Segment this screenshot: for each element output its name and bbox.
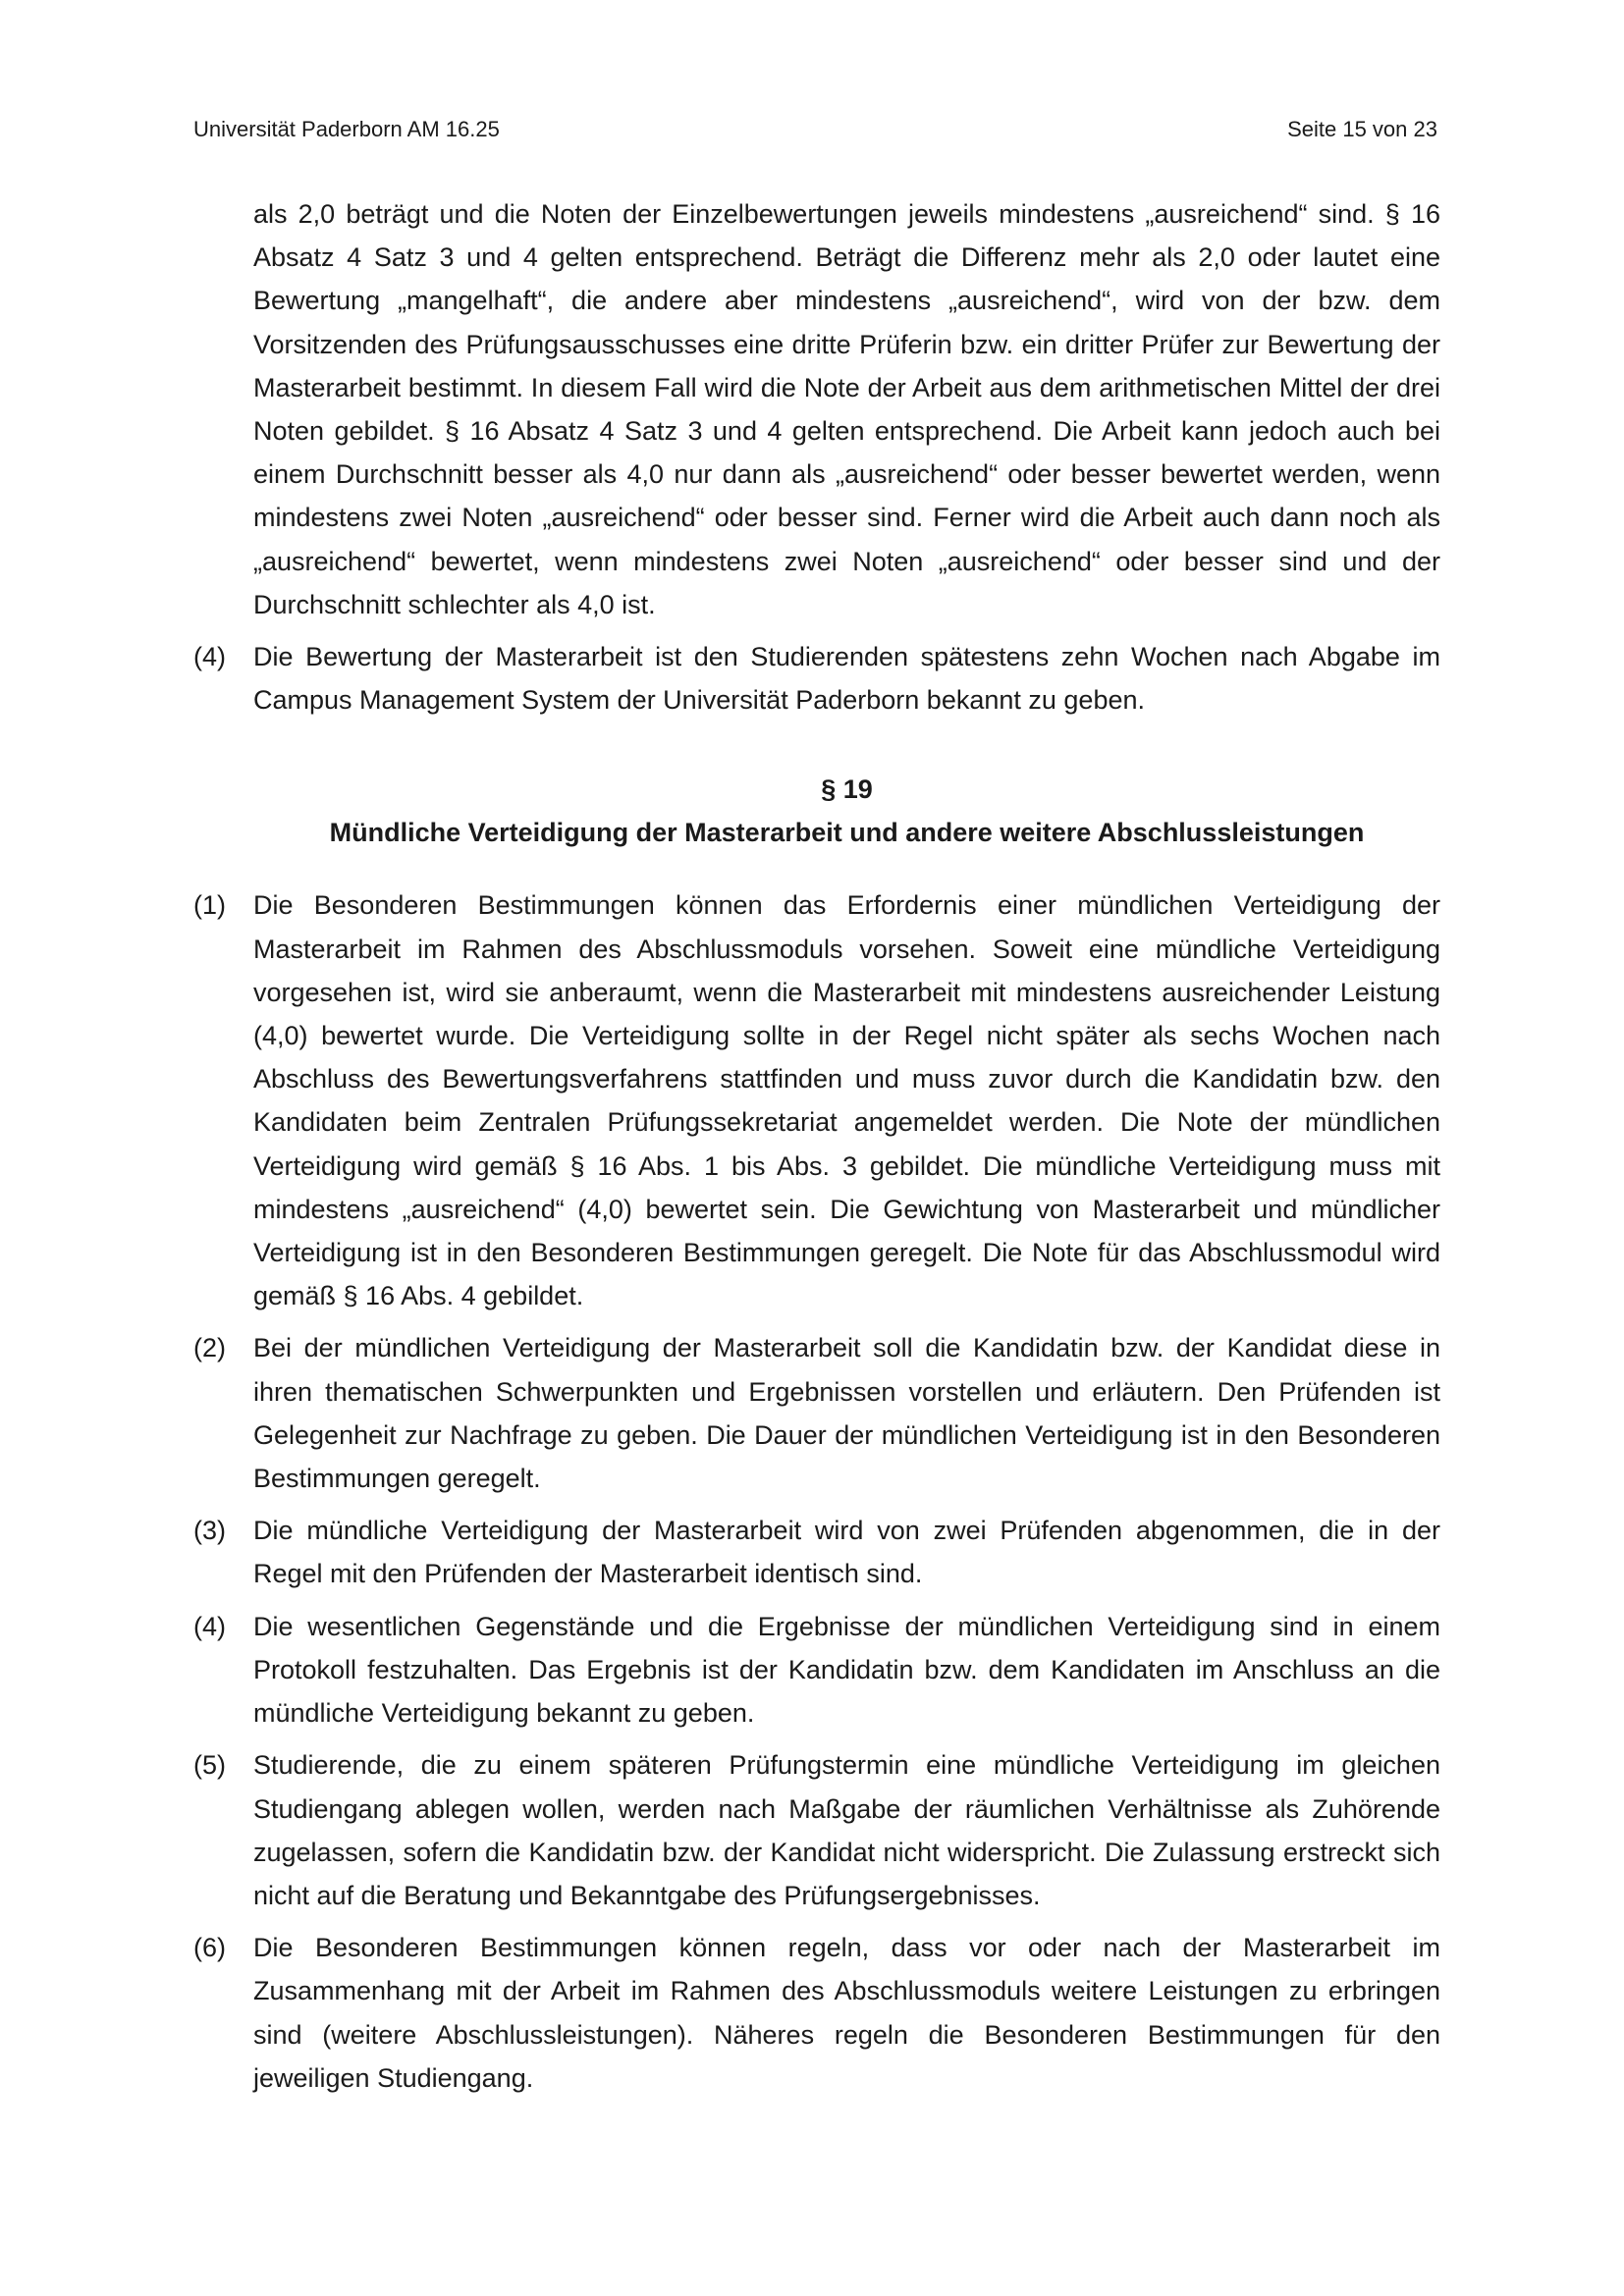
paragraph-text: als 2,0 beträgt und die Noten der Einzelbewertungen jeweils mindestens „ausreichend“ sind. § 16 Absatz 4 Satz 3 und 4 gelten entsprechend. Beträgt die Differenz mehr als 2,0 oder lautet eine Bewertung „mangelhaft“, die andere aber mindestens „ausreichend“, wird von der bzw. dem Vorsitzenden des Prüfungsausschusses eine dritte Prüferin bzw. ein dritter Prüfer zur Bewertung der Masterarbeit bestimmt. In diesem Fall wird die Note der Arbeit aus dem arithmetischen Mittel der drei Noten gebildet. § 16 Absatz 4 Satz 3 und 4 gelten entsprechend. Die Arbeit kann jedoch auch bei einem Durchschnitt besser als 4,0 nur dann als „ausreichend“ oder besser bewertet werden, wenn mindestens zwei Noten „ausreichend“ oder besser sind. Ferner wird die Arbeit auch dann noch als „ausreichend“ bewertet, wenn mindestens zwei Noten „ausreichend“ oder besser sind und der Durchschnitt schlechter als 4,0 ist. — [253, 199, 1440, 619]
paragraph-text: Die Besonderen Bestimmungen können regeln, dass vor oder nach der Masterarbeit im Zusammenhang mit der Arbeit im Rahmen des Abschlussmoduls weitere Leistungen zu erbringen sind (weitere Abschlussleistungen). Näheres regeln die Besonderen Bestimmungen für den jeweiligen Studiengang. — [253, 1933, 1440, 2093]
page-content — [193, 192, 1440, 2100]
section-paragraph-2 — [193, 1326, 1440, 1500]
paragraph-text: Die wesentlichen Gegenstände und die Ergebnisse der mündlichen Verteidigung sind in einem Protokoll festzuhalten. Das Ergebnis ist der Kandidatin bzw. dem Kandidaten im Anschluss an die mündliche Verteidigung bekannt zu geben. — [253, 1611, 1440, 1729]
section-paragraph-3 — [193, 1509, 1440, 1595]
paragraph-number: (6) — [193, 1933, 226, 1963]
header-institution: Universität Paderborn AM 16.25 — [193, 117, 500, 141]
paragraph-text: Die mündliche Verteidigung der Masterarbeit wird von zwei Prüfenden abgenommen, die in der Regel mit den Prüfenden der Masterarbeit identisch sind. — [253, 1516, 1440, 1589]
section-heading — [253, 768, 1440, 854]
paragraph-number: (4) — [193, 642, 226, 672]
paragraph-text: Die Besonderen Bestimmungen können das Erfordernis einer mündlichen Verteidigung der Masterarbeit im Rahmen des Abschlussmoduls vorsehen. Soweit eine mündliche Verteidigung vorgesehen ist, wird sie anberaumt, wenn die Masterarbeit mit mindestens ausreichender Leistung (4,0) bewertet wurde. Die Verteidigung sollte in der Regel nicht später als sechs Wochen nach Abschluss des Bewertungsverfahrens stattfinden und muss zuvor durch die Kandidatin bzw. den Kandidaten beim Zentralen Prüfungssekretariat angemeldet werden. Die Note der mündlichen Verteidigung wird gemäß § 16 Abs. 1 bis Abs. 3 gebildet. Die mündliche Verteidigung muss mit mindestens „ausreichend“ (4,0) bewertet sein. Die Gewichtung von Masterarbeit und mündlicher Verteidigung ist in den Besonderen Bestimmungen geregelt. Die Note für das Abschlussmodul wird gemäß § 16 Abs. 4 gebildet. — [253, 890, 1440, 1311]
page-header — [193, 115, 1437, 144]
paragraph-number: (5) — [193, 1750, 226, 1781]
paragraph-number: (2) — [193, 1333, 226, 1363]
paragraph-number: (4) — [193, 1611, 226, 1641]
paragraph-4 — [193, 635, 1440, 721]
section-title: Mündliche Verteidigung der Masterarbeit und andere weitere Abschlussleistungen — [329, 818, 1365, 848]
section-paragraph-5 — [193, 1743, 1440, 1917]
section-paragraph-1 — [193, 883, 1440, 1317]
paragraph-text: Studierende, die zu einem späteren Prüfungstermin eine mündliche Verteidigung im gleichen Studiengang ablegen wollen, werden nach Maßgabe der räumlichen Verhältnisse als Zuhörende zugelassen, sofern die Kandidatin bzw. der Kandidat nicht widerspricht. Die Zulassung erstreckt sich nicht auf die Beratung und Bekanntgabe des Prüfungsergebnisses. — [253, 1750, 1440, 1910]
paragraph-text: Die Bewertung der Masterarbeit ist den Studierenden spätestens zehn Wochen nach Abgabe im Campus Management System der Universität Paderborn bekannt zu geben. — [253, 642, 1440, 716]
paragraph-number: (3) — [193, 1516, 226, 1546]
continuation-paragraph — [193, 192, 1440, 626]
paragraph-text: Bei der mündlichen Verteidigung der Masterarbeit soll die Kandidatin bzw. der Kandidat diese in ihren thematischen Schwerpunkten und Ergebnissen vorstellen und erläutern. Den Prüfenden ist Gelegenheit zur Nachfrage zu geben. Die Dauer der mündlichen Verteidigung ist in den Besonderen Bestimmungen geregelt. — [253, 1333, 1440, 1494]
section-paragraph-4 — [193, 1605, 1440, 1735]
section-number: § 19 — [821, 774, 873, 805]
section-paragraph-6 — [193, 1926, 1440, 2100]
paragraph-number: (1) — [193, 890, 226, 921]
header-page-number: Seite 15 von 23 — [1287, 117, 1437, 141]
